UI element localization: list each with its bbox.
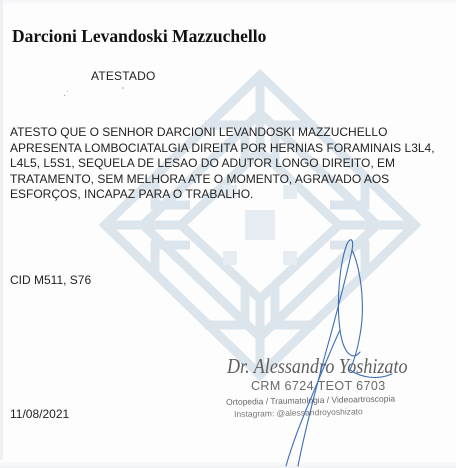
doctor-stamp <box>225 352 455 432</box>
stamp-registration: CRM 6724 TEOT 6703 <box>251 379 386 393</box>
scan-edge-left <box>0 0 3 468</box>
scan-edge-bottom <box>0 460 456 468</box>
document-title: ATESTADO <box>91 69 156 83</box>
scan-speck: ·˙ <box>63 90 70 101</box>
certificate-body-text: ATESTO QUE O SENHOR DARCIONI LEVANDOSKI MAZZUCHELLO APRESENTA LOMBOCIATALGIA DIREITA POR HERNIAS FORAMINAIS L3L4, L4L5, L5S1, SEQUELA DE LESAO DO ADUTOR LONGO DIREITO, EM TRATAMENTO, SEM MELHORA ATE O MOMENTO, AGRAVADO AOS ESFORÇOS, INCAPAZ PARA O TRABALHO. <box>10 125 435 201</box>
scan-speck: ' <box>122 86 124 97</box>
watermark-logo <box>95 65 425 385</box>
cid-code: CID M511, S76 <box>10 273 92 287</box>
stamp-doctor-name: Dr. Alessandro Yoshizato <box>227 354 408 378</box>
stamp-instagram: Instagram: @alessandroyoshizato <box>234 406 363 419</box>
scan-edge-top <box>0 0 456 6</box>
document-date: 11/08/2021 <box>10 407 70 421</box>
stamp-specialties: Ortopedia / Traumatologia / Videoartroscopia <box>226 393 396 407</box>
patient-name-header: Darcioni Levandoski Mazzuchello <box>12 26 267 46</box>
